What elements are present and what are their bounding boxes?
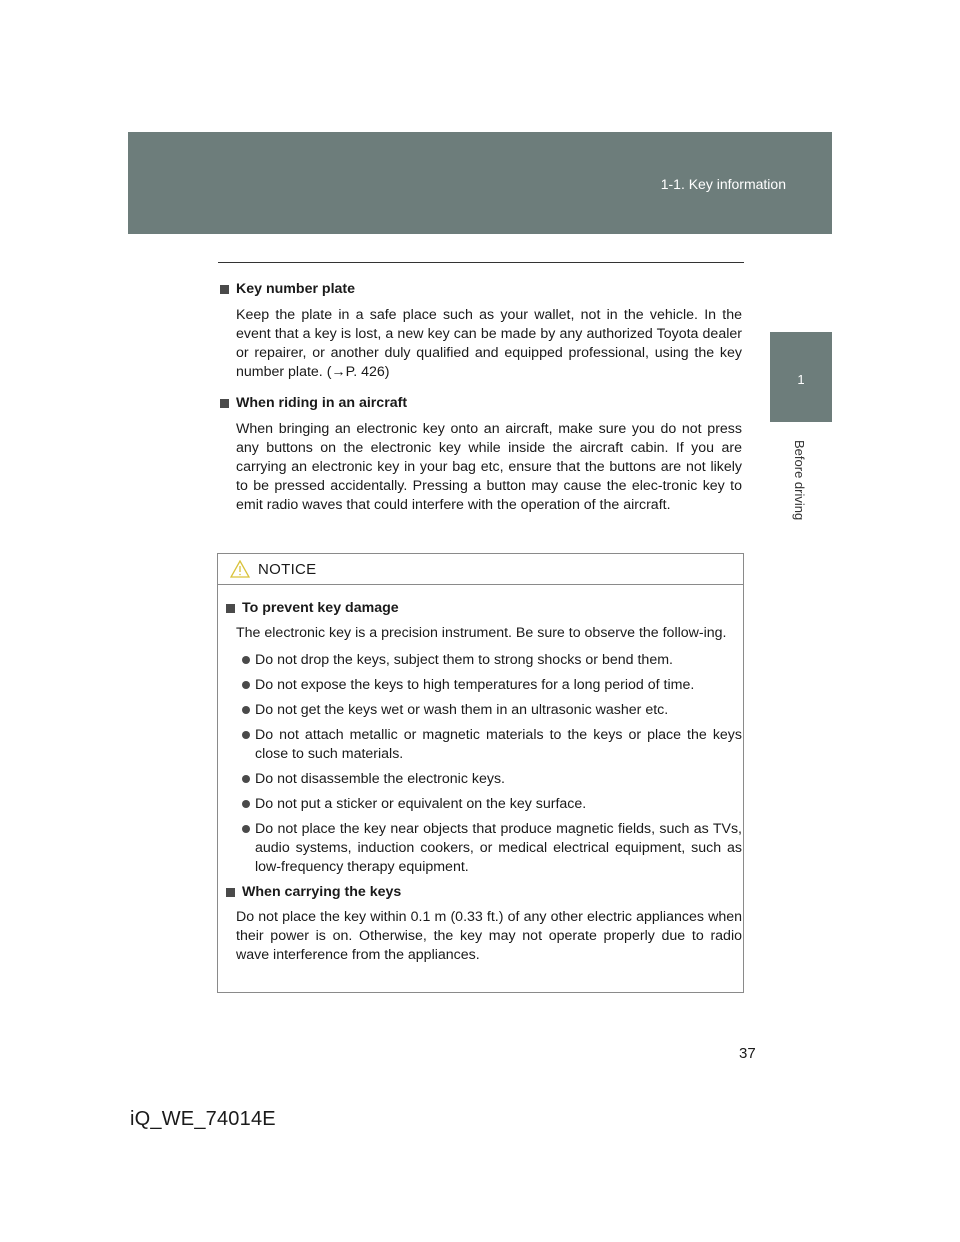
dot-bullet-icon [242, 731, 250, 739]
chapter-title: Before driving [792, 440, 807, 521]
square-bullet-icon [220, 399, 229, 408]
square-bullet-icon [220, 285, 229, 294]
warning-triangle-icon [230, 560, 250, 578]
dot-bullet-icon [242, 775, 250, 783]
document-code: iQ_WE_74014E [130, 1108, 276, 1130]
dot-bullet-icon [242, 681, 250, 689]
item-title: When riding in an aircraft [236, 395, 408, 411]
square-bullet-icon [226, 888, 235, 897]
notice-box [217, 553, 744, 993]
notice-body [218, 585, 743, 965]
notice-section-title: To prevent key damage [242, 600, 399, 616]
dot-bullet-icon [242, 800, 250, 808]
chapter-label [793, 440, 809, 580]
dot-bullet-icon [242, 825, 250, 833]
dot-bullet-icon [242, 656, 250, 664]
item-aircraft [218, 394, 742, 515]
chapter-tab [770, 332, 832, 422]
list-item: Do not drop the keys, subject them to strong shocks or bend them. [242, 651, 742, 670]
square-bullet-icon [226, 604, 235, 613]
page-number: 37 [739, 1045, 756, 1062]
notice-section-body: The electronic key is a precision instrument. Be sure to observe the follow-ing. [236, 625, 727, 641]
section-title: 1-1. Key information [660, 176, 786, 192]
notice-heading: NOTICE [258, 561, 317, 578]
dot-bullet-icon [242, 706, 250, 714]
list-item: Do not expose the keys to high temperatures for a long period of time. [242, 676, 742, 695]
header-band [128, 132, 832, 234]
chapter-number: 1 [797, 372, 805, 387]
notice-header [218, 554, 743, 585]
list-item: Do not get the keys wet or wash them in an ultrasonic washer etc. [242, 701, 742, 720]
list-item: Do not attach metallic or magnetic materials to the keys or place the keys close to such materials. [242, 726, 742, 764]
item-title: Key number plate [236, 281, 356, 297]
main-content [218, 280, 742, 527]
item-body: Keep the plate in a safe place such as your wallet, not in the vehicle. In the event that a key is lost, a new key can be made by any authorized Toyota dealer or repairer, or another duly qualified and equipped professional, using the key number plate. (→P. 426) [236, 307, 742, 380]
list-item: Do not disassemble the electronic keys. [242, 770, 742, 789]
notice-section-body: Do not place the key within 0.1 m (0.33 ft.) of any other electric appliances when their power is on. Otherwise, the key may not operate properly due to radio wave interference from the appliances. [236, 909, 742, 963]
top-rule [218, 262, 744, 263]
list-item: Do not put a sticker or equivalent on the key surface. [242, 795, 742, 814]
list-item: Do not place the key near objects that produce magnetic fields, such as TVs, audio systems, induction cookers, or medical electrical equipment, such as low-frequency therapy equipment. [242, 820, 742, 877]
item-body: When bringing an electronic key onto an aircraft, make sure you do not press any buttons on the electronic key while inside the aircraft cabin. If you are carrying an electronic key in your bag etc, ensure that the buttons are not likely to be pressed accidentally. Pressing a button may cause the elec-tronic key to emit radio waves that could interfere with the operation of the aircraft. [236, 421, 742, 513]
item-key-number-plate [218, 280, 742, 382]
notice-section-title: When carrying the keys [242, 884, 402, 900]
